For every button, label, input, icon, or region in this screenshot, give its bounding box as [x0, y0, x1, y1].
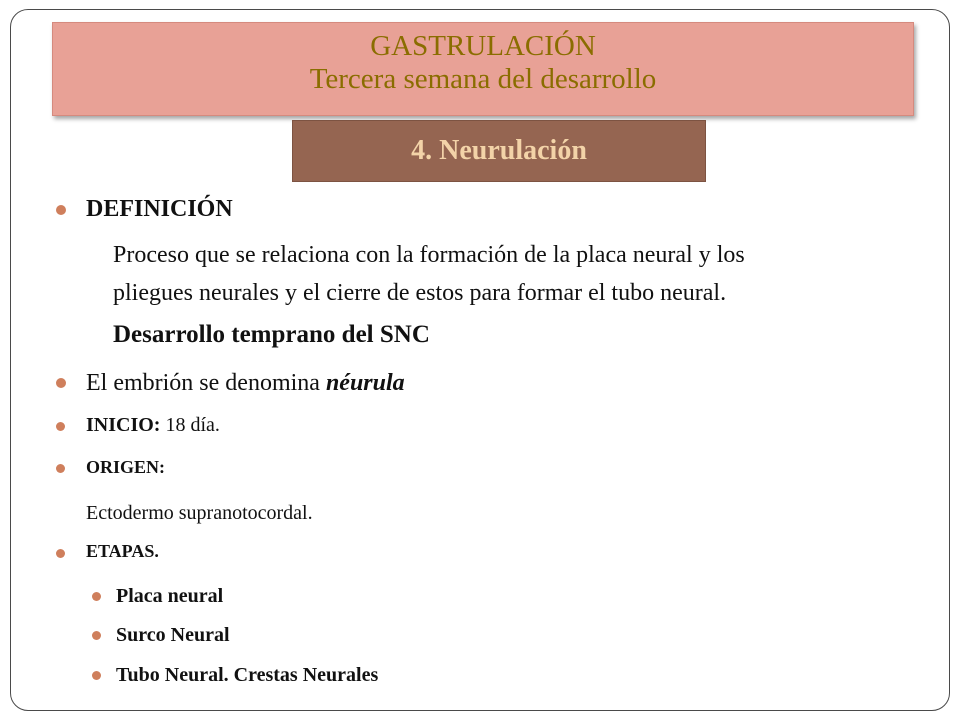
embryo-prefix: El embrión se denomina: [86, 370, 326, 396]
origen-value: Ectodermo supranotocordal.: [86, 502, 313, 524]
inicio-label: INICIO:: [86, 414, 161, 436]
bullet-icon: [56, 205, 66, 215]
title-line-2: Tercera semana del desarrollo: [309, 63, 657, 95]
definition-text-line-1: Proceso que se relaciona con la formación de la placa neural y los: [113, 242, 745, 268]
origen-label: ORIGEN:: [86, 457, 166, 477]
etapas-item: Tubo Neural. Crestas Neurales: [116, 664, 379, 686]
subtitle-text: 4. Neurulación: [411, 135, 587, 166]
etapas-item: Surco Neural: [116, 624, 230, 646]
title-line-1: GASTRULACIÓN: [370, 30, 596, 62]
inicio-line: [86, 414, 220, 437]
bullet-icon: [56, 378, 66, 388]
bullet-icon: [92, 671, 101, 680]
etapas-item: Placa neural: [116, 585, 224, 607]
definition-text-line-2: pliegues neurales y el cierre de estos para formar el tubo neural.: [113, 280, 727, 306]
etapas-label: ETAPAS.: [86, 541, 159, 561]
definition-emphasis: Desarrollo temprano del SNC: [113, 321, 430, 348]
bullet-icon: [56, 549, 65, 558]
inicio-value: 18 día.: [160, 414, 220, 436]
embryo-term: néurula: [325, 370, 405, 396]
bullet-icon: [92, 631, 101, 640]
bullet-icon: [56, 422, 65, 431]
bullet-icon: [56, 464, 65, 473]
embryo-line: [86, 370, 405, 397]
bullet-icon: [92, 592, 101, 601]
definition-heading: DEFINICIÓN: [86, 196, 233, 222]
